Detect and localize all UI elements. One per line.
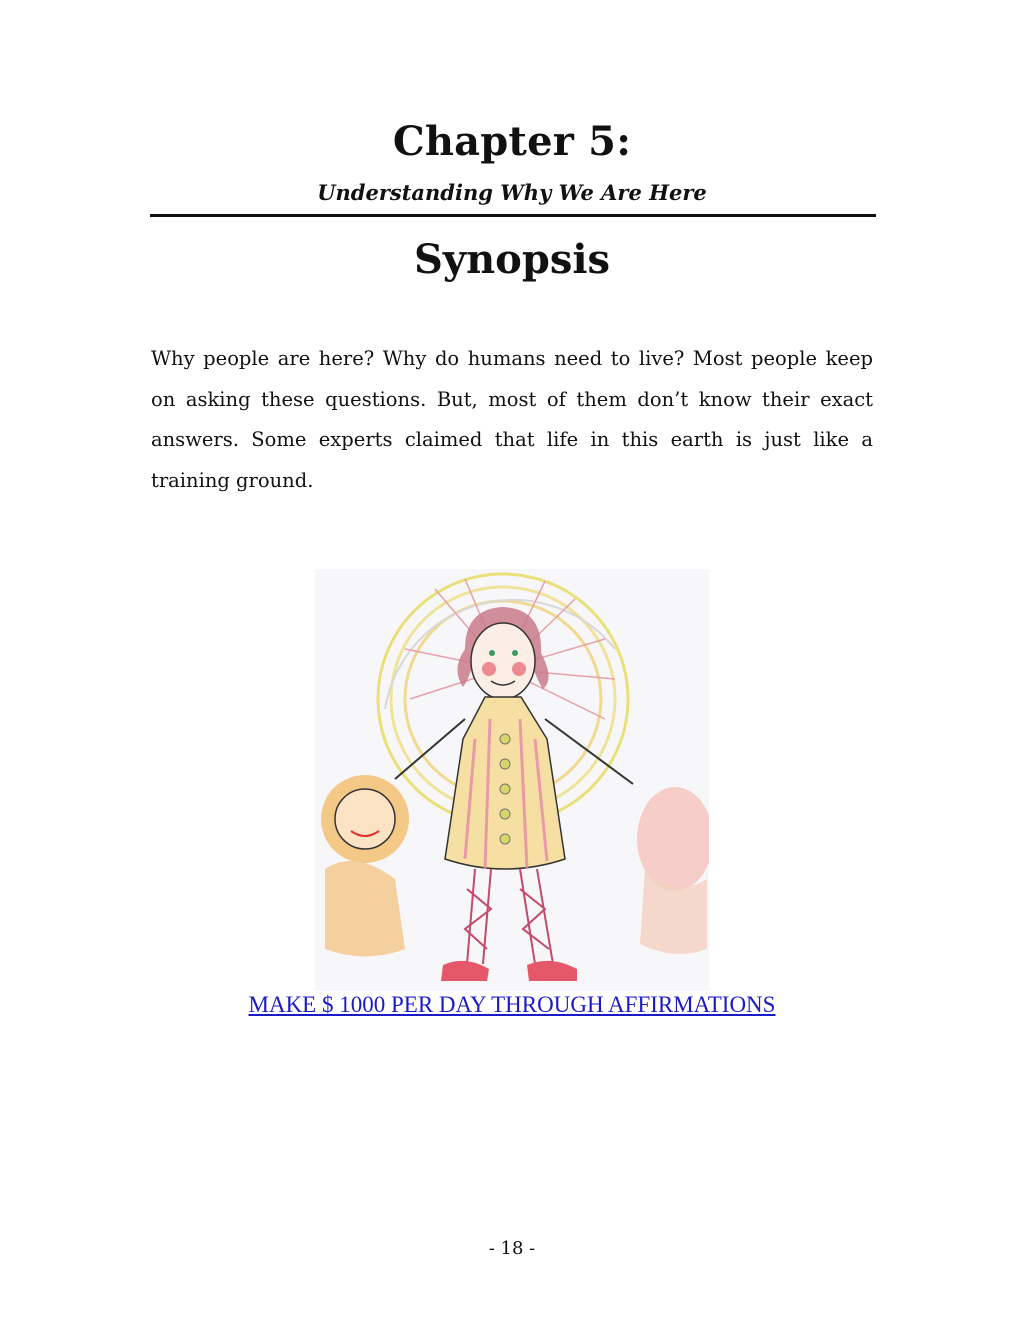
chapter-title: Chapter 5:: [392, 118, 632, 165]
affirmations-link[interactable]: MAKE $ 1000 PER DAY THROUGH AFFIRMATIONS: [248, 992, 776, 1017]
title-divider: [150, 214, 876, 217]
chapter-subtitle: Understanding Why We Are Here: [317, 180, 707, 205]
section-heading: Synopsis: [413, 236, 611, 283]
synopsis-paragraph: Why people are here? Why do humans need to live? Most people keep on asking these questions. But, most of them don’t know their exact answers. Some experts claimed that life in this earth is just like a training ground.: [151, 347, 873, 492]
affirmations-link-container: [0, 992, 1024, 1018]
child-drawing-illustration: [315, 569, 709, 991]
page-number: - 18 -: [488, 1238, 536, 1259]
